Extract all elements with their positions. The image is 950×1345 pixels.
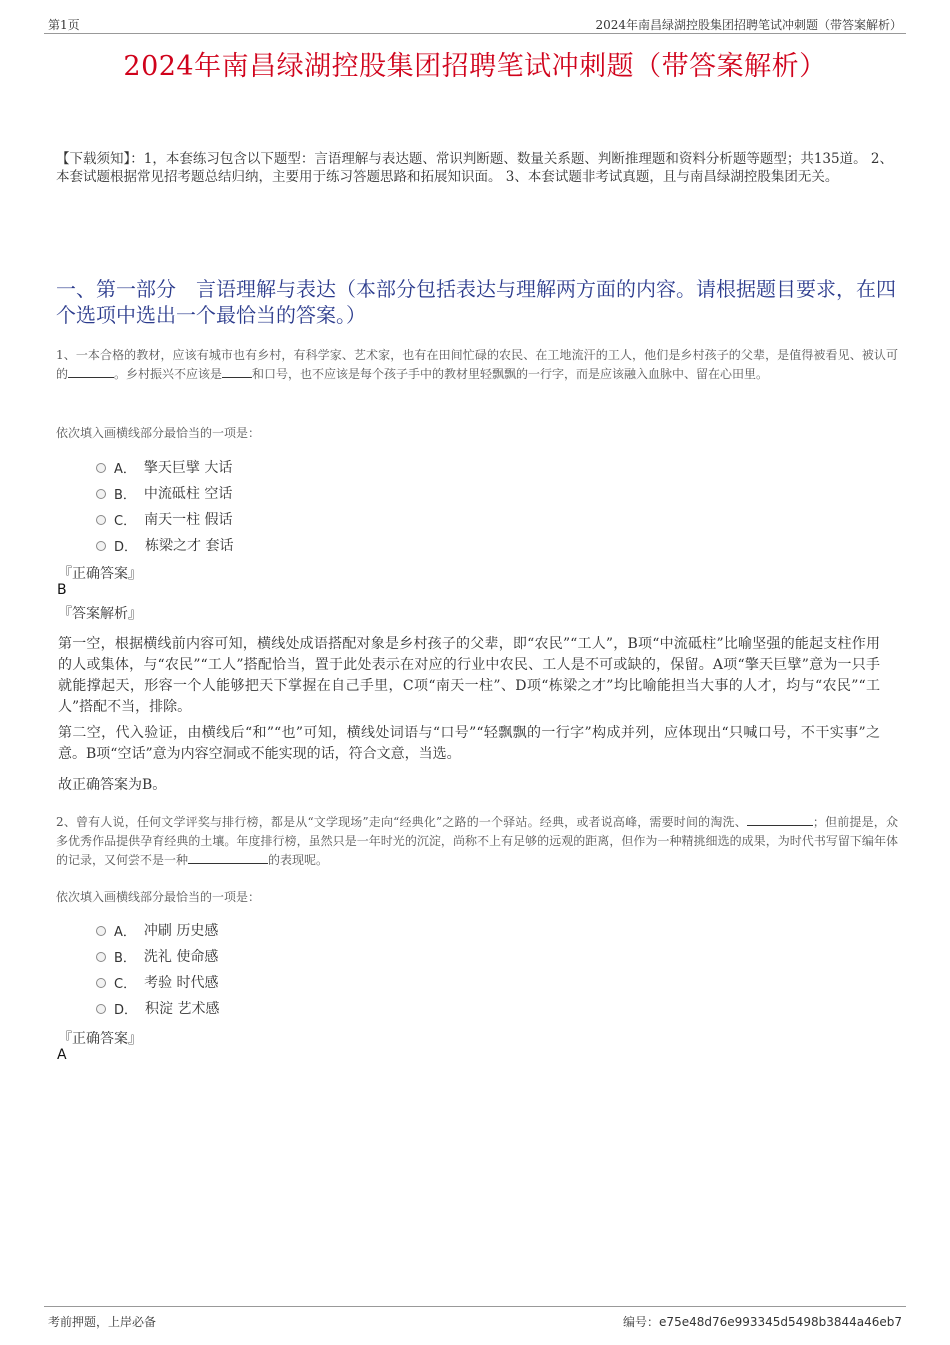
footer-code-value: e75e48d76e993345d5498b3844a46eb7 bbox=[659, 1315, 902, 1329]
footer-slogan: 考前押题，上岸必备 bbox=[48, 1315, 157, 1329]
option-label: C． bbox=[114, 976, 137, 992]
option-label: B． bbox=[114, 487, 136, 503]
section-heading: 一、第一部分 言语理解与表达（本部分包括表达与理解两方面的内容。请根据题目要求，在四个选项中选出一个最恰当的答案。） bbox=[56, 277, 896, 327]
question-1-stem bbox=[56, 346, 898, 384]
question-2-answer-tag: 『正确答案』 bbox=[58, 1031, 142, 1047]
radio-icon[interactable] bbox=[96, 926, 106, 936]
question-1-analysis-3: 故正确答案为B。 bbox=[58, 777, 167, 793]
option-text: 中流砥柱 空话 bbox=[143, 486, 233, 502]
option-text: 擎天巨擘 大话 bbox=[143, 460, 233, 476]
header-doc-title: 2024年南昌绿湖控股集团招聘笔试冲刺题（带答案解析） bbox=[595, 18, 902, 32]
question-2-option-a[interactable] bbox=[96, 920, 218, 940]
radio-icon[interactable] bbox=[96, 515, 106, 525]
blank-line bbox=[222, 365, 252, 378]
question-1-text-a: 1、一本合格的教材，应该有城市也有乡村，有科学家、艺术家，也有在田间忙碌的农民、在工地流汗的工人，他们是乡村孩子的父辈，是值得被看见、被认可的 bbox=[56, 348, 898, 381]
footer-code bbox=[623, 1313, 902, 1330]
radio-icon[interactable] bbox=[96, 1004, 106, 1014]
blank-line bbox=[68, 365, 114, 378]
question-2-option-d[interactable] bbox=[96, 998, 219, 1018]
option-label: C． bbox=[114, 513, 137, 529]
radio-icon[interactable] bbox=[96, 978, 106, 988]
question-1-answer-tag: 『正确答案』 bbox=[58, 566, 142, 582]
question-1-text-b: 。乡村振兴不应该是 bbox=[114, 367, 223, 381]
option-label: D． bbox=[114, 539, 138, 555]
question-1-option-d[interactable] bbox=[96, 535, 233, 555]
question-1-answer: B bbox=[57, 582, 67, 598]
radio-icon[interactable] bbox=[96, 463, 106, 473]
radio-icon[interactable] bbox=[96, 489, 106, 499]
question-2-text-c: 的表现呢。 bbox=[268, 853, 329, 867]
question-2-text-a: 2、曾有人说，任何文学评奖与排行榜，都是从“文学现场”走向“经典化”之路的一个驿站。经典，或者说高峰，需要时间的淘洗、 bbox=[56, 815, 747, 829]
option-text: 积淀 艺术感 bbox=[145, 1001, 220, 1017]
question-1-option-a[interactable] bbox=[96, 457, 232, 477]
option-text: 南天一柱 假话 bbox=[144, 512, 233, 528]
option-label: A． bbox=[114, 461, 136, 477]
page-header bbox=[44, 14, 906, 34]
question-1-option-c[interactable] bbox=[96, 509, 233, 529]
question-2-stem bbox=[56, 813, 898, 870]
question-2-prompt: 依次填入画横线部分最恰当的一项是： bbox=[56, 890, 261, 904]
question-1-text-c: 和口号，也不应该是每个孩子手中的教材里轻飘飘的一行字，而是应该融入血脉中、留在心田里。 bbox=[252, 367, 769, 381]
page-number: 第1页 bbox=[48, 18, 80, 32]
question-1-analysis-tag: 『答案解析』 bbox=[58, 606, 142, 622]
option-text: 栋梁之才 套话 bbox=[145, 538, 234, 554]
question-2-option-b[interactable] bbox=[96, 946, 218, 966]
page-title: 2024年南昌绿湖控股集团招聘笔试冲刺题（带答案解析） bbox=[123, 51, 827, 82]
question-2-option-c[interactable] bbox=[96, 972, 219, 992]
option-text: 冲刷 历史感 bbox=[143, 923, 219, 939]
question-1-option-b[interactable] bbox=[96, 483, 232, 503]
question-1-analysis-2: 第二空，代入验证，由横线后“和”“也”可知，横线处词语与“口号”“轻飘飘的一行字”构成并列，应体现出“只喊口号，不干实事”之意。B项“空话”意为内容空洞或不能实现的话，符合文意，当选。 bbox=[58, 725, 880, 762]
page-footer bbox=[44, 1306, 906, 1332]
option-label: A． bbox=[114, 924, 136, 940]
question-1-analysis-1: 第一空，根据横线前内容可知，横线处成语搭配对象是乡村孩子的父辈，即“农民”“工人”，B项“中流砥柱”比喻坚强的能起支柱作用的人或集体，与“农民”“工人”搭配恰当，置于此处表示在对应的行业中农民、工人是不可或缺的，保留。A项“擎天巨擘”意为一只手就能撑起天，形容一个人能够把天下掌握在自己手里，C项“南天一柱”、D项“栋梁之才”均比喻能担当大事的人才，均与“农民”“工人”搭配不当，排除。 bbox=[58, 636, 880, 715]
radio-icon[interactable] bbox=[96, 541, 106, 551]
blank-line bbox=[747, 813, 813, 826]
blank-line bbox=[188, 851, 268, 864]
option-label: B． bbox=[114, 950, 136, 966]
footer-code-label: 编号： bbox=[623, 1315, 660, 1329]
question-1-prompt: 依次填入画横线部分最恰当的一项是： bbox=[56, 426, 261, 440]
question-2-text-b: ；但前提是，众多优秀作品提供孕育经典的土壤。年度排行榜，虽然只是一年时光的沉淀，尚称不上有足够的远观的距离，但作为一种精挑细选的成果，为时代书写留下编年体的记录，又何尝不是一种 bbox=[56, 815, 898, 867]
option-label: D． bbox=[114, 1002, 138, 1018]
question-2-answer: A bbox=[57, 1047, 67, 1063]
radio-icon[interactable] bbox=[96, 952, 106, 962]
option-text: 洗礼 使命感 bbox=[143, 949, 219, 965]
option-text: 考验 时代感 bbox=[144, 975, 219, 991]
download-notice: 【下载须知】：1，本套练习包含以下题型：言语理解与表达题、常识判断题、数量关系题、判断推理题和资料分析题等题型；共135道。 2、本套试题根据常见招考题总结归纳，主要用于练习答题思路和拓展知识面。 3、本套试题非考试真题，且与南昌绿湖控股集团无关。 bbox=[56, 151, 893, 185]
